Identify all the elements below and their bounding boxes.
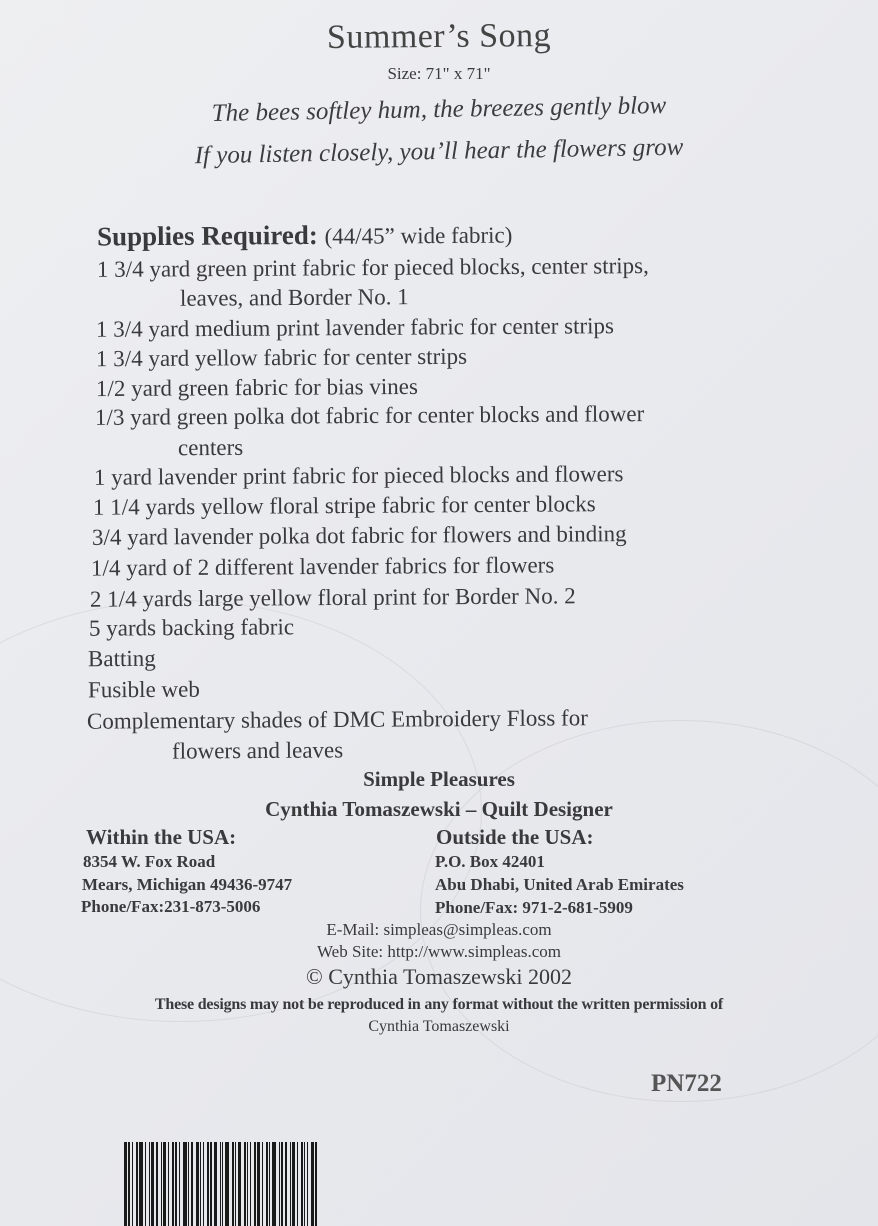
barcode-bar xyxy=(232,1142,234,1226)
supply-item: 1 1/4 yards yellow floral stripe fabric for center blocks xyxy=(92,491,596,520)
barcode-bar xyxy=(139,1142,143,1226)
company-name: Simple Pleasures xyxy=(363,767,515,791)
supplies-heading-label: Supplies Required: xyxy=(96,219,318,252)
supply-item: 3/4 yard lavender polka dot fabric for flowers and binding xyxy=(91,521,627,550)
website-line xyxy=(0,942,878,962)
supply-item: 5 yards backing fabric xyxy=(88,614,295,641)
barcode-bar xyxy=(191,1142,193,1226)
fabric-width-note: (44/45” wide fabric) xyxy=(324,222,513,249)
quilt-size: Size: 71" x 71" xyxy=(387,64,491,83)
supply-item: Fusible web xyxy=(87,676,200,703)
reproduction-notice: These designs may not be reproduced in any format without the written permission of xyxy=(154,996,724,1013)
supplies-heading xyxy=(97,219,513,253)
barcode-bar xyxy=(297,1142,298,1226)
supply-item: 1 3/4 yard green print fabric for pieced blocks, center strips, xyxy=(96,253,649,282)
barcode-bar xyxy=(257,1142,260,1226)
supply-item: centers xyxy=(177,434,244,461)
barcode xyxy=(124,1142,354,1226)
barcode-bar xyxy=(307,1142,308,1226)
within-usa-phone: Phone/Fax:231-873-5006 xyxy=(81,897,261,916)
barcode-bar xyxy=(301,1142,303,1226)
designer-credit: Cynthia Tomaszewski – Quilt Designer xyxy=(265,797,613,821)
barcode-bar xyxy=(220,1142,221,1226)
pattern-title: Summer’s Song xyxy=(326,17,552,56)
supply-item: Complementary shades of DMC Embroidery Floss for xyxy=(86,705,588,734)
barcode-bar xyxy=(244,1142,246,1226)
barcode-bar xyxy=(281,1142,283,1226)
barcode-bar xyxy=(132,1142,133,1226)
barcode-bar xyxy=(136,1142,138,1226)
supply-item: Batting xyxy=(87,645,156,672)
barcode-bar xyxy=(188,1142,189,1226)
supply-item: 2 1/4 yards large yellow floral print for Border No. 2 xyxy=(89,583,576,612)
barcode-bar xyxy=(175,1142,177,1226)
barcode-bar xyxy=(207,1142,209,1226)
supply-item: flowers and leaves xyxy=(171,737,344,764)
supply-item: 1/4 yard of 2 different lavender fabrics for flowers xyxy=(90,552,555,581)
barcode-bar xyxy=(163,1142,166,1226)
barcode-bar xyxy=(151,1142,154,1226)
barcode-bar xyxy=(172,1142,174,1226)
email-text[interactable]: E-Mail: simpleas@simpleas.com xyxy=(326,920,552,939)
barcode-bar xyxy=(254,1142,256,1226)
within-usa-address-line: Mears, Michigan 49436-9747 xyxy=(82,875,293,894)
barcode-bar xyxy=(168,1142,169,1226)
barcode-bar xyxy=(285,1142,287,1226)
barcode-bar xyxy=(247,1142,248,1226)
barcode-bar xyxy=(250,1142,251,1226)
barcode-bar xyxy=(128,1142,130,1226)
reproduction-notice-name: Cynthia Tomaszewski xyxy=(368,1018,510,1035)
barcode-bar xyxy=(161,1142,162,1226)
barcode-bar xyxy=(196,1142,199,1226)
barcode-bar xyxy=(222,1142,223,1226)
supply-item: 1 3/4 yard yellow fabric for center strips xyxy=(95,343,468,372)
within-usa-heading: Within the USA: xyxy=(86,825,237,849)
barcode-bar xyxy=(279,1142,280,1226)
supply-item: 1/3 yard green polka dot fabric for center blocks and flower xyxy=(94,401,645,430)
barcode-bar xyxy=(290,1142,291,1226)
barcode-bar xyxy=(235,1142,236,1226)
barcode-bar xyxy=(315,1142,317,1226)
barcode-bar xyxy=(210,1142,212,1226)
email-line xyxy=(0,920,878,940)
barcode-bar xyxy=(183,1142,187,1226)
supply-item: leaves, and Border No. 1 xyxy=(179,284,409,311)
supply-item: 1 yard lavender print fabric for pieced blocks and flowers xyxy=(93,461,624,490)
supply-item: 1/2 yard green fabric for bias vines xyxy=(95,373,418,402)
barcode-bar xyxy=(203,1142,204,1226)
poem-line-2: If you listen closely, you’ll hear the flowers grow xyxy=(194,133,684,170)
outside-usa-phone: Phone/Fax: 971-2-681-5909 xyxy=(435,898,633,917)
barcode-bar xyxy=(292,1142,295,1226)
barcode-bar xyxy=(156,1142,158,1226)
barcode-bar xyxy=(214,1142,217,1226)
barcode-bar xyxy=(145,1142,146,1226)
copyright: © Cynthia Tomaszewski 2002 xyxy=(306,964,572,989)
barcode-bar xyxy=(149,1142,150,1226)
pattern-number: PN722 xyxy=(651,1070,722,1097)
barcode-bar xyxy=(262,1142,263,1226)
barcode-bar xyxy=(238,1142,241,1226)
within-usa-address-line: 8354 W. Fox Road xyxy=(83,852,216,871)
barcode-bar xyxy=(269,1142,270,1226)
barcode-bar xyxy=(124,1142,127,1226)
outside-usa-address-line: Abu Dhabi, United Arab Emirates xyxy=(435,875,684,894)
website-text[interactable]: Web Site: http://www.simpleas.com xyxy=(316,942,561,961)
barcode-bar xyxy=(179,1142,180,1226)
outside-usa-heading: Outside the USA: xyxy=(436,825,594,849)
poem-line-1: The bees softley hum, the breezes gently blow xyxy=(211,92,667,127)
barcode-bar xyxy=(225,1142,229,1226)
barcode-bar xyxy=(311,1142,314,1226)
outside-usa-address-line: P.O. Box 42401 xyxy=(435,852,545,871)
barcode-bar xyxy=(304,1142,305,1226)
barcode-bar xyxy=(266,1142,268,1226)
barcode-bar xyxy=(200,1142,201,1226)
barcode-bar xyxy=(272,1142,276,1226)
supply-item: 1 3/4 yard medium print lavender fabric for center strips xyxy=(95,313,615,342)
